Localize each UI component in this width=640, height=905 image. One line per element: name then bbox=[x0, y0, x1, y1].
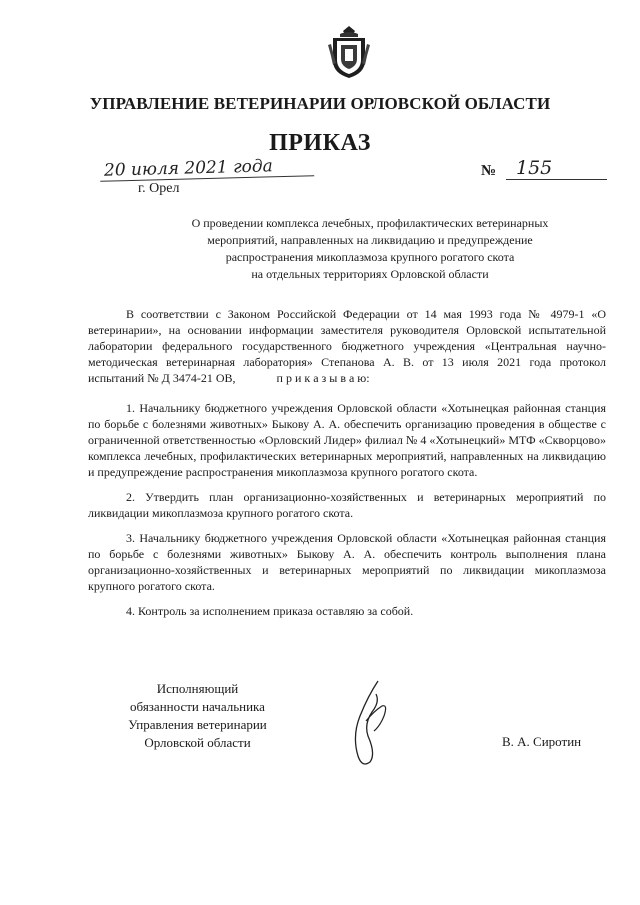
order-item-4: 4. Контроль за исполнением приказа оставляю за собой. bbox=[126, 604, 414, 618]
number-label: № bbox=[481, 163, 497, 179]
preamble-paragraph bbox=[88, 306, 606, 386]
handwritten-date: 20 июля 2021 года bbox=[100, 155, 314, 182]
signatory-name: В. А. Сиротин bbox=[502, 734, 582, 749]
order-item-3: 3. Начальнику бюджетного учреждения Орловской области «Хотынецкая районная станция по борьбе с болезнями животных» Быкову А. А. обеспечить контроль выполнения плана организационно-хозяйственных и ветеринарных мероприятий по ликвидации микоплазмоза крупного рогатого скота. bbox=[88, 531, 606, 593]
coat-of-arms-emblem bbox=[327, 25, 371, 79]
subject-line: мероприятий, направленных на ликвидацию и предупреждение bbox=[207, 233, 533, 247]
order-body bbox=[88, 306, 606, 628]
handwritten-number: 155 bbox=[506, 157, 607, 180]
order-subject bbox=[130, 215, 610, 283]
order-word: п р и к а з ы в а ю: bbox=[276, 371, 370, 385]
position-line: обязанности начальника bbox=[130, 699, 265, 714]
subject-line: на отдельных территориях Орловской области bbox=[251, 267, 489, 281]
position-line: Управления ветеринарии bbox=[128, 717, 267, 732]
subject-line: О проведении комплекса лечебных, профилактических ветеринарных bbox=[191, 216, 549, 230]
order-item-1: 1. Начальнику бюджетного учреждения Орловской области «Хотынецкая районная станция по борьбе с болезнями животных» Быкову А. А. обеспечить организацию проведения в обществе с ограниченной ответственностью «Орловский Лидер» филиал № 4 «Хотынецкий» МТФ «Скворцово» комплекса лечебных, профилактических ветеринарных мероприятий, направленных на ликвидацию и предупреждение распространения микоплазмоза крупного рогатого скота. bbox=[88, 401, 606, 479]
organization-title: УПРАВЛЕНИЕ ВЕТЕРИНАРИИ ОРЛОВСКОЙ ОБЛАСТИ bbox=[89, 94, 551, 113]
city-label: г. Орел bbox=[138, 181, 180, 196]
position-line: Орловской области bbox=[144, 735, 251, 750]
handwritten-signature bbox=[338, 676, 398, 776]
position-line: Исполняющий bbox=[156, 681, 239, 696]
preamble-text: В соответствии с Законом Российской Федерации от 14 мая 1993 года № 4979-1 «О ветеринарии», на основании информации заместителя руководителя Орловской испытательной лаборатории федерального государственного бюджетного учреждения «Центральная научно-методическая ветеринарная лаборатория» Степанова А. В. от 13 июля 2021 года протокол испытаний № Д 3474-21 ОВ, bbox=[88, 307, 606, 385]
signatory-position bbox=[110, 680, 285, 752]
order-item-2: 2. Утвердить план организационно-хозяйственных и ветеринарных мероприятий по ликвидации микоплазмоза крупного рогатого скота. bbox=[88, 490, 606, 520]
document-type-title: ПРИКАЗ bbox=[269, 130, 371, 156]
subject-line: распространения микоплазмоза крупного рогатого скота bbox=[225, 250, 515, 264]
